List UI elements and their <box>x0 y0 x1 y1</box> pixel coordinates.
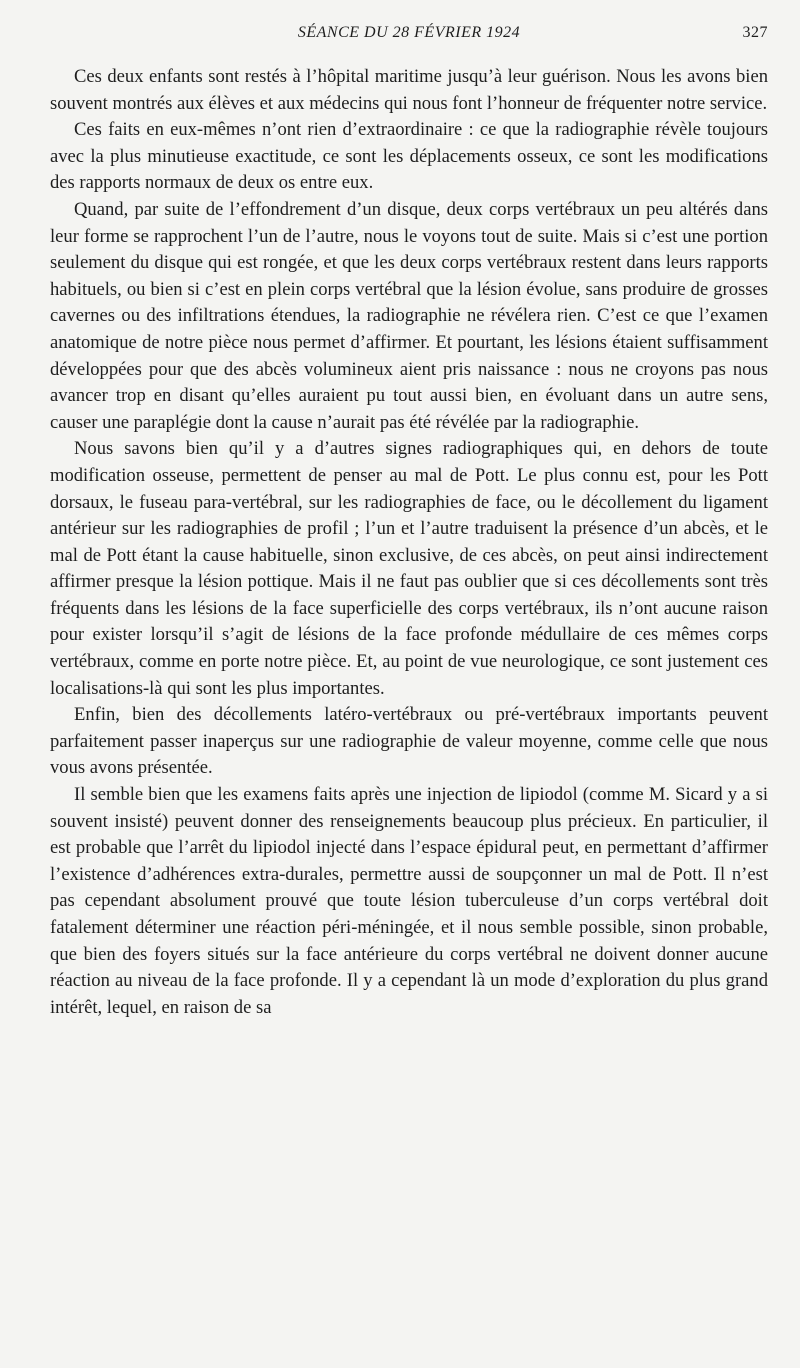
paragraph: Ces deux enfants sont restés à l’hôpital maritime jusqu’à leur guérison. Nous les avons bien souvent montrés aux élèves et aux médecins qui nous font l’honneur de fréquenter notre service. <box>50 66 768 114</box>
paragraph: Enfin, bien des décollements latéro-vertébraux ou pré-vertébraux importants peuvent parfaitement passer inaperçus sur une radiographie de valeur moyenne, comme celle que nous vous avons présentée. <box>50 704 768 779</box>
paragraph: Nous savons bien qu’il y a d’autres signes radiographiques qui, en dehors de toute modification osseuse, permettent de penser au mal de Pott. Le plus connu est, pour les Pott dorsaux, le fuseau para-vertébral, sur les radiographies de face, ou le décollement du ligament antérieur sur les radiographies de profil ; l’un et l’autre traduisent la présence d’un abcès, et le mal de Pott étant la cause habituelle, sinon exclusive, de ces abcès, on peut ainsi indirectement affirmer presque la lésion pottique. Mais il ne faut pas oublier que si ces décollements sont très fréquents dans les lésions de la face superficielle des corps vertébraux, ils n’ont aucune raison pour exister lorsqu’il s’agit de lésions de la face profonde médullaire de ces mêmes corps vertébraux, comme en porte notre pièce. Et, au point de vue neurologique, ce sont justement ces localisations-là qui sont les plus importantes. <box>50 438 768 699</box>
paragraph: Il semble bien que les examens faits après une injection de lipiodol (comme M. Sicard y a si souvent insisté) peuvent donner des renseignements beaucoup plus précieux. En particulier, il est probable que l’arrêt du lipiodol injecté dans l’espace épidural peut, en permettant d’affirmer l’existence d’adhérences extra-durales, permettre aussi de soupçonner un mal de Pott. Il n’est pas cependant absolument prouvé que toute lésion tuberculeuse d’un corps vertébral doit fatalement déterminer une réaction péri-méningée, et il nous semble possible, sinon probable, que bien des foyers situés sur la face antérieure du corps vertébral ne doivent donner aucune réaction au niveau de la face profonde. Il y a cependant là un mode d’exploration du plus grand intérêt, lequel, en raison de sa <box>50 784 768 1018</box>
running-head: SÉANCE DU 28 FÉVRIER 1924 <box>297 24 521 41</box>
body-text <box>50 64 768 1021</box>
page-number: 327 <box>742 24 768 41</box>
paragraph: Ces faits en eux-mêmes n’ont rien d’extraordinaire : ce que la radiographie révèle toujours avec la plus minutieuse exactitude, ce sont les déplacements osseux, ce sont les modifications des rapports normaux de deux os entre eux. <box>50 119 768 194</box>
page-header <box>50 24 768 46</box>
paragraph: Quand, par suite de l’effondrement d’un disque, deux corps vertébraux un peu altérés dans leur forme se rapprochent l’un de l’autre, nous le voyons tout de suite. Mais si c’est une portion seulement du disque qui est rongée, et que les deux corps vertébraux restent dans leurs rapports habituels, ou bien si c’est en plein corps vertébral que la lésion évolue, sans produire de grosses cavernes ou des infiltrations étendues, la radiographie ne révélera rien. C’est ce que l’examen anatomique de notre pièce nous permet d’affirmer. Et pourtant, les lésions étaient suffisamment développées pour que des abcès volumineux aient pris naissance : nous ne croyons pas nous avancer trop en disant qu’elles auraient pu tout aussi bien, en évoluant dans un autre sens, causer une paraplégie dont la cause n’aurait pas été révélée par la radiographie. <box>50 198 768 433</box>
